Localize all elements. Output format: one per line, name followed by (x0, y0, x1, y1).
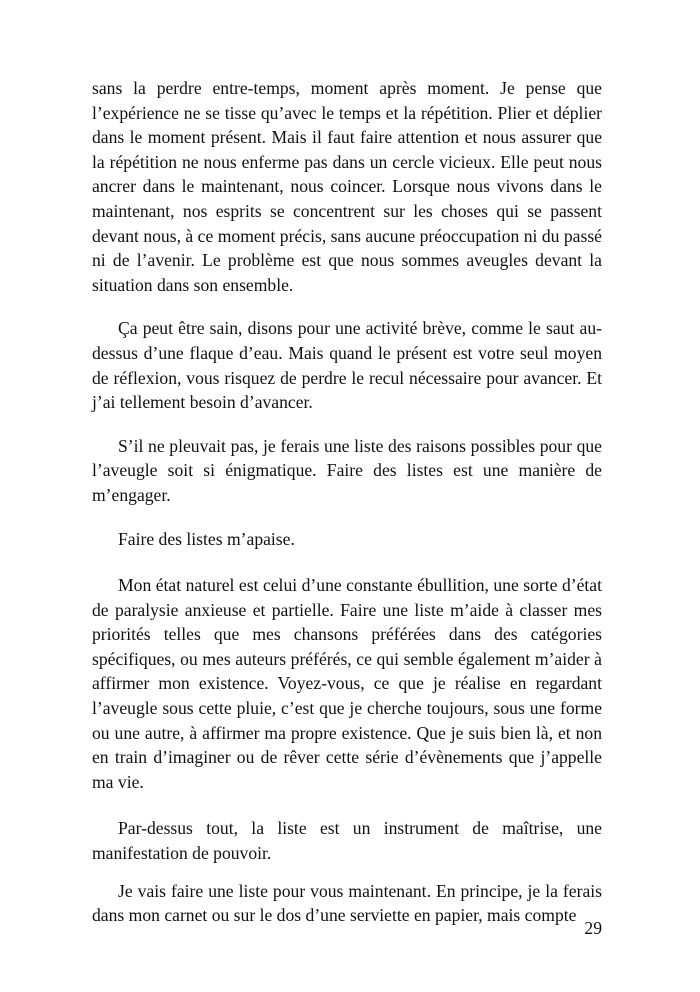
paragraph-2: Ça peut être sain, disons pour une activité brève, comme le saut au-dessus d’une flaque d’eau. Mais quand le présent est votre seul moyen de réflexion, vous risquez de perdre le recul nécessaire pour avancer. Et j’ai tellement besoin d’avancer. (92, 318, 602, 413)
page-number: 29 (584, 918, 602, 938)
paragraph-5: Mon état naturel est celui d’une constante ébullition, une sorte d’état de paralysie anxieuse et partielle. Faire une liste m’aide à classer mes priorités telles que mes chansons préférées dans des catégories spécifiques, ou mes auteurs préférés, ce qui semble également m’aider à affirmer mon existence. Voyez-vous, ce que je réalise en regardant l’aveugle sous cette pluie, c’est que je cherche toujours, sous une forme ou une autre, à affirmer ma propre existence. Que je suis bien là, et non en train d’imaginer ou de rêver cette série d’évènements que j’appelle ma vie. (92, 575, 602, 792)
paragraph-7: Je vais faire une liste pour vous maintenant. En principe, je la ferais dans mon carnet ou sur le dos d’une serviette en papier, mais compte (92, 880, 602, 926)
paragraph-3: S’il ne pleuvait pas, je ferais une liste des raisons possibles pour que l’aveugle soit si énigmatique. Faire des listes est une manière de m’engager. (92, 435, 602, 505)
paragraph-1: sans la perdre entre-temps, moment après moment. Je pense que l’expérience ne se tisse qu’avec le temps et la répétition. Plier et déplier dans le moment présent. Mais il faut faire attention et nous assurer que la répétition ne nous enferme pas dans un cercle vicieux. Elle peut nous ancrer dans le maintenant, nous coincer. Lorsque nous vivons dans le maintenant, nos esprits se concentrent sur les choses qui se passent devant nous, à ce moment précis, sans aucune préoccupation ni du passé ni de l’avenir. Le problème est que nous sommes aveugles devant la situation dans son ensemble. (92, 78, 602, 295)
paragraph-6: Par-dessus tout, la liste est un instrument de maîtrise, une manifestation de pouvoir. (92, 818, 602, 864)
paragraph-4: Faire des listes m’apaise. (118, 528, 295, 549)
body-text (92, 76, 602, 928)
